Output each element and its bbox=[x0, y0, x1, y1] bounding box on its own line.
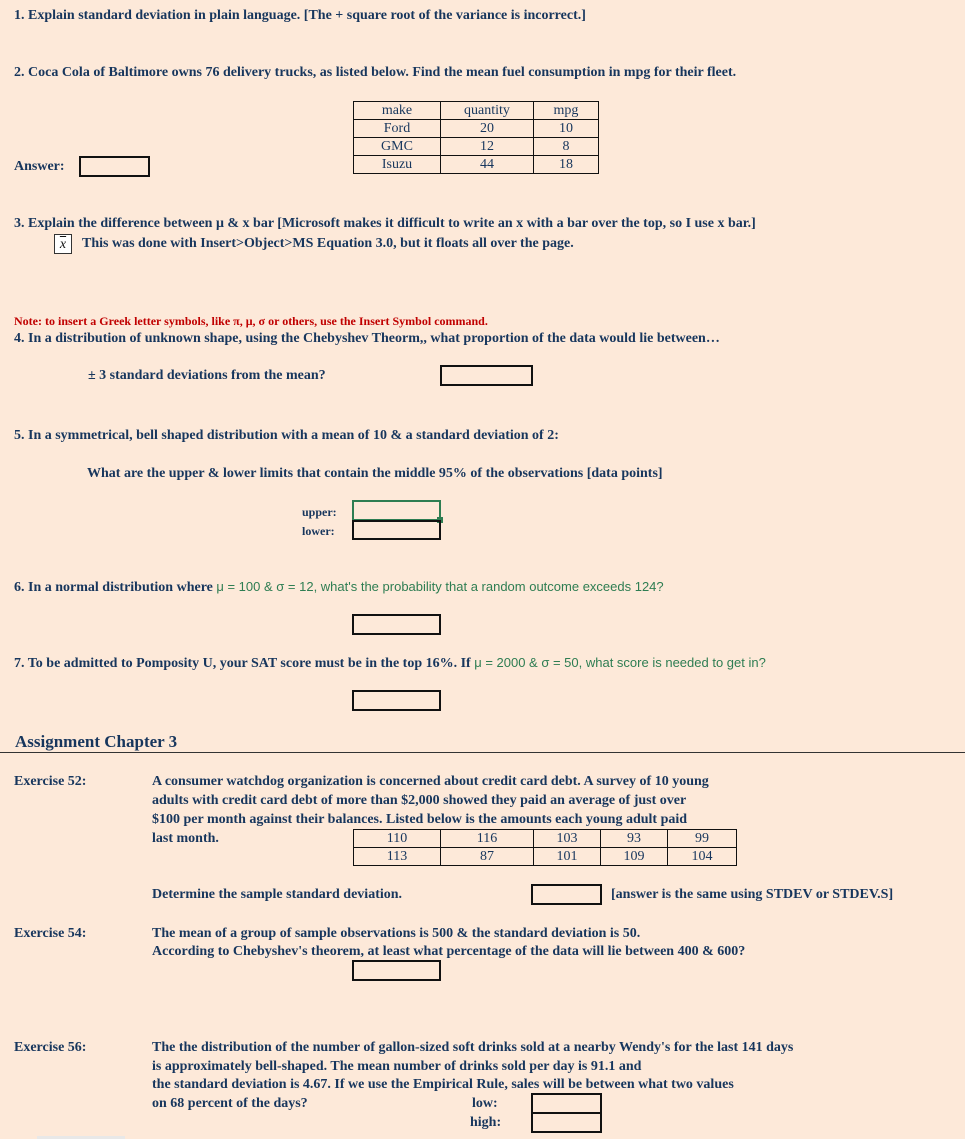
q6-answer-cell[interactable] bbox=[352, 614, 441, 635]
xbar-equation-object[interactable] bbox=[54, 234, 72, 254]
question-6-text: 6. In a normal distribution where bbox=[14, 580, 217, 595]
ex56-low-cell[interactable] bbox=[531, 1093, 602, 1114]
exercise-52-label: Exercise 52: bbox=[14, 774, 87, 789]
exercise-54-label: Exercise 54: bbox=[14, 926, 87, 941]
table-cell: 109 bbox=[601, 848, 668, 866]
table-cell: 110 bbox=[354, 830, 441, 848]
table-cell: 101 bbox=[534, 848, 601, 866]
exercise-52-line: A consumer watchdog organization is concerned about credit card debt. A survey of 10 young bbox=[152, 774, 709, 789]
exercise-56-label: Exercise 56: bbox=[14, 1040, 87, 1055]
low-label: low: bbox=[472, 1096, 498, 1111]
question-3: 3. Explain the difference between μ & x bar [Microsoft makes it difficult to write an x with a bar over the top, so I use x bar.] bbox=[14, 216, 756, 231]
question-7-formula: μ = 2000 & σ = 50, what score is needed to get in? bbox=[474, 655, 766, 670]
table-cell: 103 bbox=[534, 830, 601, 848]
exercise-56-line: The the distribution of the number of gallon-sized soft drinks sold at a nearby Wendy's for the last 141 days bbox=[152, 1040, 794, 1055]
question-6-formula: μ = 100 & σ = 12, what's the probability that a random outcome exceeds 124? bbox=[216, 579, 664, 594]
q7-answer-cell[interactable] bbox=[352, 690, 441, 711]
payments-table bbox=[353, 829, 737, 866]
table-cell: 113 bbox=[354, 848, 441, 866]
exercise-54-line: According to Chebyshev's theorem, at least what percentage of the data will lie between 400 & 600? bbox=[152, 944, 746, 959]
ex56-high-cell[interactable] bbox=[531, 1112, 602, 1133]
table-cell: GMC bbox=[354, 138, 441, 156]
exercise-52-note: [answer is the same using STDEV or STDEV.S] bbox=[611, 887, 894, 902]
question-6 bbox=[14, 579, 664, 596]
exercise-56-line: on 68 percent of the days? bbox=[152, 1096, 308, 1111]
ex52-answer-cell[interactable] bbox=[531, 884, 602, 905]
table-header: quantity bbox=[441, 102, 534, 120]
question-7-text: 7. To be admitted to Pomposity U, your SAT score must be in the top 16%. If bbox=[14, 656, 475, 671]
table-cell: 18 bbox=[534, 156, 599, 174]
table-cell: 8 bbox=[534, 138, 599, 156]
question-4-sub: ± 3 standard deviations from the mean? bbox=[88, 368, 326, 383]
table-cell: 10 bbox=[534, 120, 599, 138]
greek-symbol-note: Note: to insert a Greek letter symbols, like π, μ, σ or others, use the Insert Symbol command. bbox=[14, 314, 488, 328]
exercise-56-line: the standard deviation is 4.67. If we use the Empirical Rule, sales will be between what two values bbox=[152, 1077, 734, 1092]
q5-upper-cell[interactable] bbox=[352, 500, 441, 521]
question-5: 5. In a symmetrical, bell shaped distribution with a mean of 10 & a standard deviation of 2: bbox=[14, 428, 559, 443]
table-cell: Isuzu bbox=[354, 156, 441, 174]
table-cell: 104 bbox=[668, 848, 737, 866]
table-cell: 99 bbox=[668, 830, 737, 848]
table-cell: 20 bbox=[441, 120, 534, 138]
question-4: 4. In a distribution of unknown shape, using the Chebyshev Theorm,, what proportion of the data would lie between… bbox=[14, 331, 720, 346]
exercise-52-question: Determine the sample standard deviation. bbox=[152, 887, 403, 902]
exercise-52-line: $100 per month against their balances. Listed below is the amounts each young adult paid bbox=[152, 812, 688, 827]
question-2: 2. Coca Cola of Baltimore owns 76 delivery trucks, as listed below. Find the mean fuel consumption in mpg for their fleet. bbox=[14, 65, 737, 80]
section-divider bbox=[0, 752, 965, 753]
question-7 bbox=[14, 655, 766, 672]
ex54-answer-cell[interactable] bbox=[352, 960, 441, 981]
upper-label: upper: bbox=[302, 505, 337, 519]
table-cell: Ford bbox=[354, 120, 441, 138]
table-cell: 12 bbox=[441, 138, 534, 156]
question-5-sub: What are the upper & lower limits that contain the middle 95% of the observations [data points] bbox=[87, 466, 663, 481]
question-1: 1. Explain standard deviation in plain language. [The + square root of the variance is incorrect.] bbox=[14, 8, 586, 23]
table-header: make bbox=[354, 102, 441, 120]
trucks-table bbox=[353, 101, 599, 174]
table-cell: 116 bbox=[441, 830, 534, 848]
table-cell: 87 bbox=[441, 848, 534, 866]
table-cell: 93 bbox=[601, 830, 668, 848]
question-3-note: This was done with Insert>Object>MS Equation 3.0, but it floats all over the page. bbox=[82, 236, 574, 251]
q4-answer-cell[interactable] bbox=[440, 365, 533, 386]
exercise-56-line: is approximately bell-shaped. The mean number of drinks sold per day is 91.1 and bbox=[152, 1059, 642, 1074]
q2-answer-cell[interactable] bbox=[79, 156, 150, 177]
xbar-symbol: $\overline{x}$ bbox=[59, 237, 67, 252]
assignment-title: Assignment Chapter 3 bbox=[15, 732, 178, 751]
answer-label: Answer: bbox=[14, 159, 65, 174]
table-header: mpg bbox=[534, 102, 599, 120]
exercise-52-line: adults with credit card debt of more than $2,000 showed they paid an average of just over bbox=[152, 793, 687, 808]
high-label: high: bbox=[470, 1115, 502, 1130]
q5-lower-cell[interactable] bbox=[352, 520, 441, 540]
lower-label: lower: bbox=[302, 524, 335, 538]
exercise-52-line: last month. bbox=[152, 831, 219, 846]
table-cell: 44 bbox=[441, 156, 534, 174]
exercise-54-line: The mean of a group of sample observations is 500 & the standard deviation is 50. bbox=[152, 926, 641, 941]
